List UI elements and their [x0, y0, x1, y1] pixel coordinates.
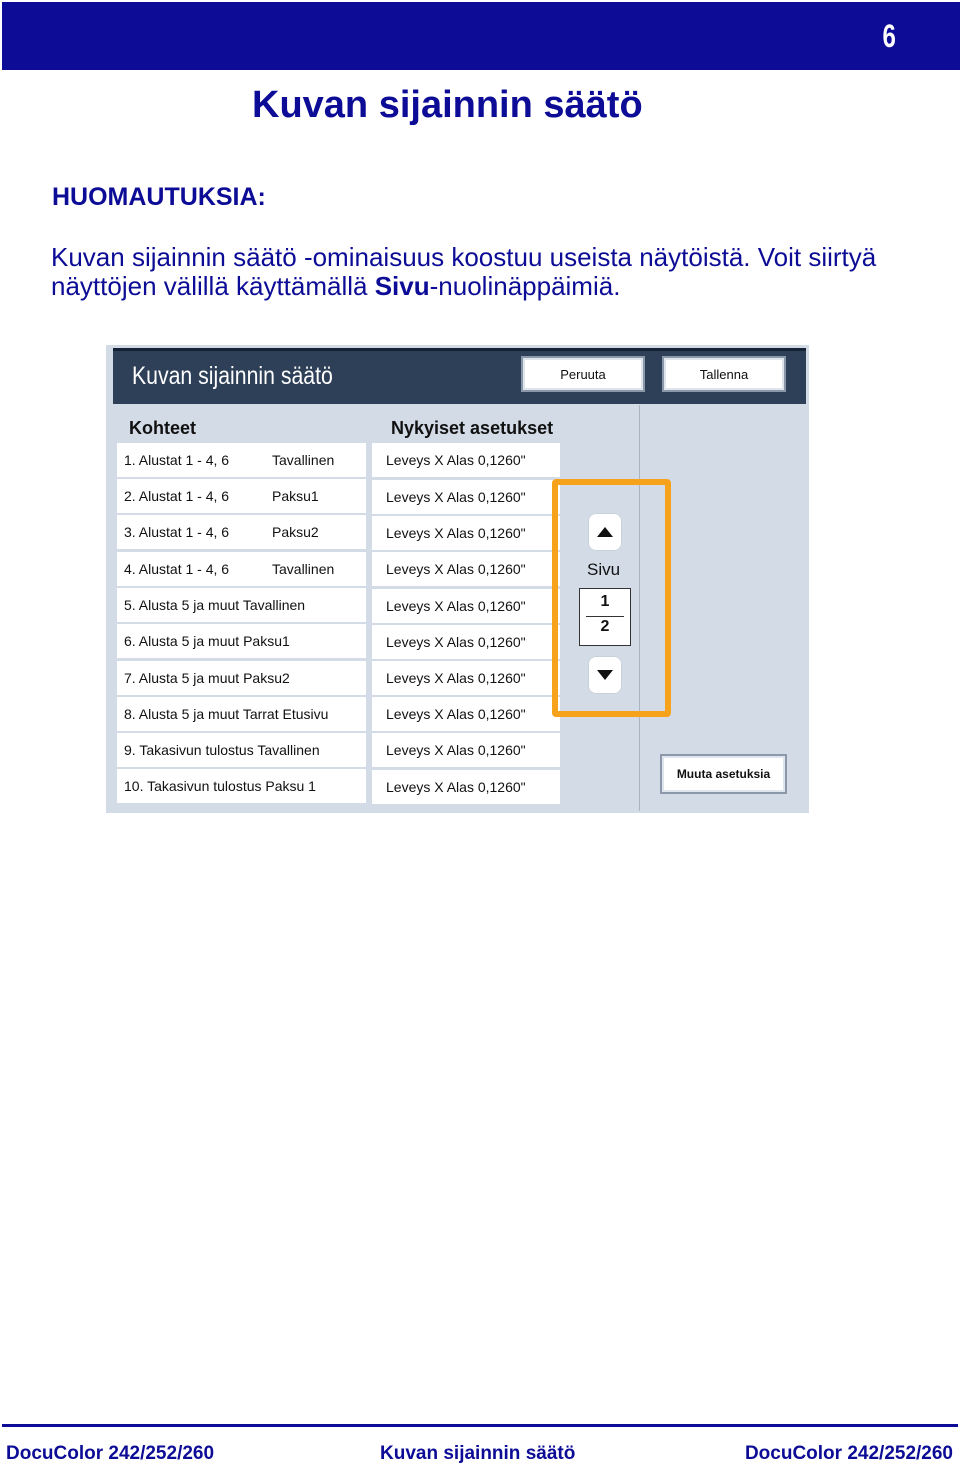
- item-label: 10. Takasivun tulostus Paksu 1: [124, 778, 316, 794]
- item-row[interactable]: [117, 552, 366, 586]
- item-label: 3. Alustat 1 - 4, 6: [124, 524, 230, 540]
- notes-text: [51, 243, 931, 301]
- footer-left: DocuColor 242/252/260: [6, 1443, 215, 1464]
- item-row[interactable]: [117, 733, 366, 767]
- item-paper: Paksu1: [272, 488, 319, 504]
- setting-cell[interactable]: Leveys X Alas 0,1260": [372, 733, 560, 767]
- item-label: 1. Alustat 1 - 4, 6: [124, 452, 230, 468]
- item-row[interactable]: [117, 697, 366, 731]
- item-label: 7. Alusta 5 ja muut Paksu2: [124, 670, 290, 686]
- item-paper: Paksu2: [272, 524, 319, 540]
- page-current: 1: [600, 593, 610, 610]
- item-row[interactable]: [117, 769, 366, 803]
- column-header-items: Kohteet: [129, 418, 196, 438]
- page-label: Sivu: [587, 560, 621, 579]
- dialog-title: Kuvan sijainnin säätö: [132, 362, 333, 390]
- item-row[interactable]: [117, 624, 366, 658]
- item-label: 9. Takasivun tulostus Tavallinen: [124, 742, 320, 758]
- setting-cell[interactable]: Leveys X Alas 0,1260": [372, 770, 560, 804]
- setting-cell[interactable]: Leveys X Alas 0,1260": [372, 661, 560, 695]
- page-indicator: [579, 588, 631, 646]
- item-label: 2. Alustat 1 - 4, 6: [124, 488, 230, 504]
- notes-text-bold: Sivu: [374, 271, 430, 301]
- item-row[interactable]: [117, 479, 366, 513]
- item-row[interactable]: [117, 588, 366, 622]
- item-label: 6. Alusta 5 ja muut Paksu1: [124, 633, 290, 649]
- top-banner: [2, 2, 960, 70]
- page-separator: [586, 616, 624, 617]
- page-title: Kuvan sijainnin säätö: [252, 84, 643, 126]
- page-down-button[interactable]: [588, 656, 622, 694]
- item-paper: Tavallinen: [272, 452, 335, 468]
- item-label: 8. Alusta 5 ja muut Tarrat Etusivu: [124, 706, 329, 722]
- setting-cell[interactable]: Leveys X Alas 0,1260": [372, 697, 560, 731]
- setting-cell[interactable]: Leveys X Alas 0,1260": [372, 516, 560, 550]
- setting-cell[interactable]: Leveys X Alas 0,1260": [372, 552, 560, 586]
- change-settings-button[interactable]: Muuta asetuksia: [660, 754, 787, 794]
- item-label: 5. Alusta 5 ja muut Tavallinen: [124, 597, 306, 613]
- setting-cell[interactable]: Leveys X Alas 0,1260": [372, 589, 560, 623]
- page-up-button[interactable]: [588, 513, 622, 551]
- footer-right: DocuColor 242/252/260: [744, 1443, 953, 1464]
- notes-heading: HUOMAUTUKSIA:: [52, 183, 266, 211]
- item-label: 4. Alustat 1 - 4, 6: [124, 561, 230, 577]
- item-row[interactable]: [117, 661, 366, 695]
- setting-cell[interactable]: Leveys X Alas 0,1260": [372, 480, 560, 514]
- column-header-settings: Nykyiset asetukset: [391, 418, 554, 438]
- setting-cell[interactable]: Leveys X Alas 0,1260": [372, 625, 560, 659]
- footer-center: Kuvan sijainnin säätö: [380, 1443, 576, 1464]
- page-total: 2: [600, 618, 610, 635]
- item-paper: Tavallinen: [272, 561, 335, 577]
- notes-text-before: Kuvan sijainnin säätö -ominaisuus koostuu useista näytöistä. Voit siirtyä näyttöjen välillä käyttämällä: [51, 242, 877, 301]
- cancel-button[interactable]: Peruuta: [521, 356, 645, 392]
- item-row[interactable]: [117, 443, 366, 477]
- footer-rule: [2, 1424, 958, 1427]
- save-button[interactable]: Tallenna: [662, 356, 786, 392]
- item-row[interactable]: [117, 515, 366, 549]
- chapter-number: 6: [882, 18, 896, 54]
- setting-cell[interactable]: Leveys X Alas 0,1260": [372, 443, 560, 477]
- arrow-up-icon: [596, 526, 614, 538]
- arrow-down-icon: [596, 669, 614, 681]
- notes-text-after: -nuolinäppäimiä.: [429, 271, 621, 301]
